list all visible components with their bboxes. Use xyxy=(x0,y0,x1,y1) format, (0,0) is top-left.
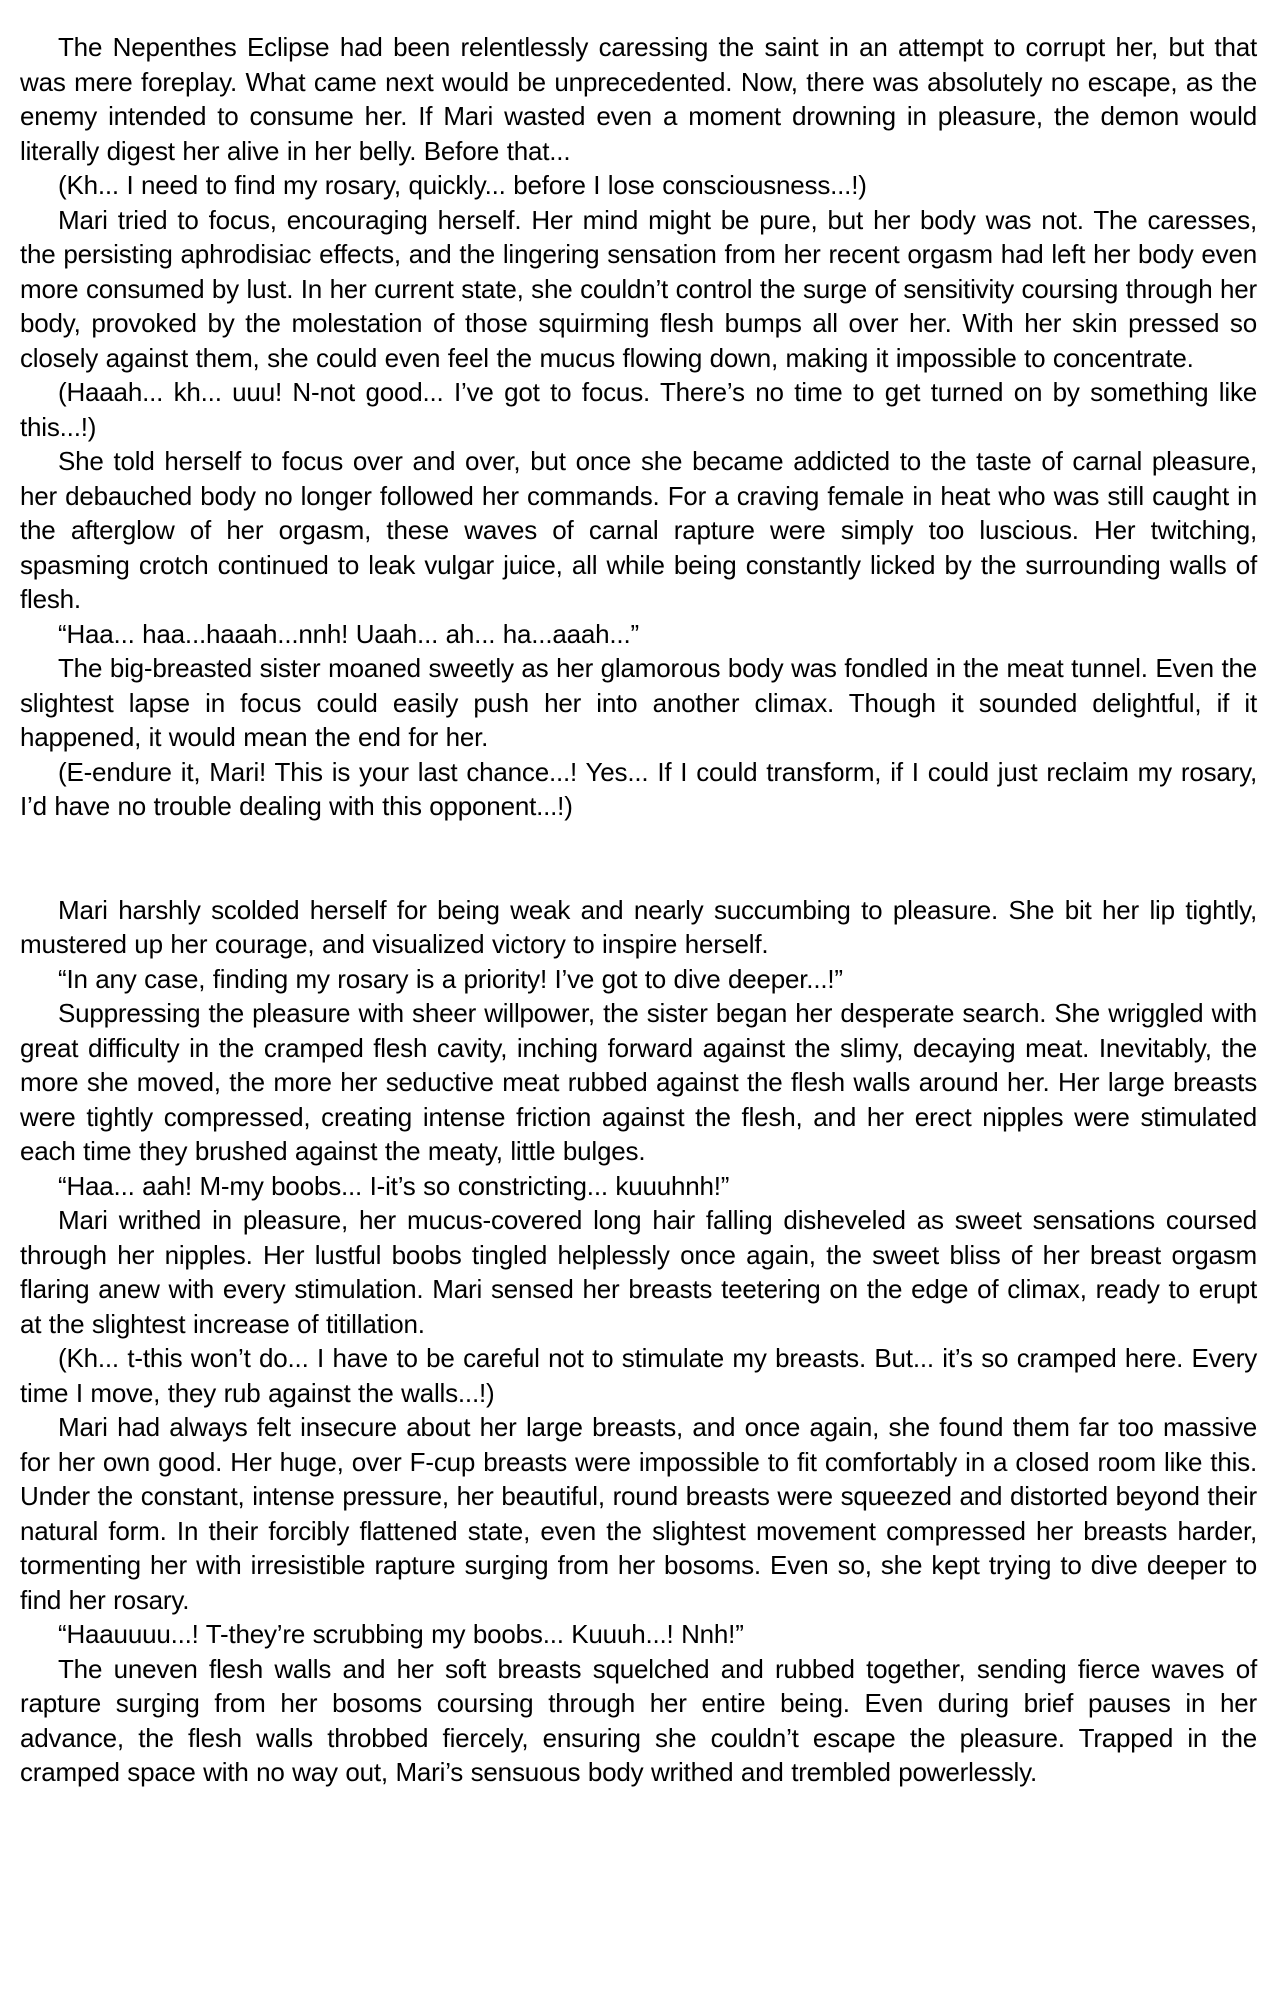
paragraph: Suppressing the pleasure with sheer willpower, the sister began her desperate search. She wriggled with great difficulty in the cramped flesh cavity, inching forward against the slimy, decaying meat. Inevitably, the more she moved, the more her seductive meat rubbed against the flesh walls around her. Her large breasts were tightly compressed, creating intense friction against the flesh, and her erect nipples were stimulated each time they brushed against the meaty, little bulges. xyxy=(20,998,1257,1166)
paragraph: “Haa... haa...haaah...nnh! Uaah... ah... ha...aaah...” xyxy=(58,618,639,649)
scene-break xyxy=(20,824,1257,893)
paragraph: Mari writhed in pleasure, her mucus-covered long hair falling disheveled as sweet sensations coursed through her nipples. Her lustful boobs tingled helplessly once again, the sweet bliss of her breast orgasm flaring anew with every stimulation. Mari sensed her breasts teetering on the edge of climax, ready to erupt at the slightest increase of titillation. xyxy=(20,1205,1257,1339)
paragraph: The uneven flesh walls and her soft breasts squelched and rubbed together, sending fierce waves of rapture surging from her bosoms coursing through her entire being. Even during brief pauses in her advance, the flesh walls throbbed fiercely, ensuring she couldn’t escape the pleasure. Trapped in the cramped space with no way out, Mari’s sensuous body writhed and trembled powerlessly. xyxy=(20,1653,1257,1787)
paragraph: The Nepenthes Eclipse had been relentlessly caressing the saint in an attempt to corrupt her, but that was mere foreplay. What came next would be unprecedented. Now, there was absolutely no escape, as the enemy intended to consume her. If Mari wasted even a moment drowning in pleasure, the demon would literally digest her alive in her belly. Before that... xyxy=(20,32,1257,166)
paragraph: (Kh... I need to find my rosary, quickly... before I lose consciousness...!) xyxy=(58,170,867,200)
paragraph: She told herself to focus over and over, but once she became addicted to the taste of carnal pleasure, her debauched body no longer followed her commands. For a craving female in heat who was still caught in the afterglow of her orgasm, these waves of carnal rapture were simply too luscious. Her twitching, spasming crotch continued to leak vulgar juice, all while being constantly licked by the surrounding walls of flesh. xyxy=(20,446,1257,614)
paragraph: Mari harshly scolded herself for being weak and nearly succumbing to pleasure. She bit her lip tightly, mustered up her courage, and visualized victory to inspire herself. xyxy=(20,894,1257,959)
paragraph: (E-endure it, Mari! This is your last chance...! Yes... If I could transform, if I could just reclaim my rosary, I’d have no trouble dealing with this opponent...!) xyxy=(20,756,1257,821)
paragraph: (Haaah... kh... uuu! N-not good... I’ve got to focus. There’s no time to get turned on by something like this...!) xyxy=(20,377,1257,442)
paragraph: Mari had always felt insecure about her large breasts, and once again, she found them far too massive for her own good. Her huge, over F-cup breasts were impossible to fit comfortably in a closed room like this. Under the constant, intense pressure, her beautiful, round breasts were squeezed and distorted beyond their natural form. In their forcibly flattened state, even the slightest movement compressed her breasts harder, tormenting her with irresistible rapture surging from her bosoms. Even so, she kept trying to dive deeper to find her rosary. xyxy=(20,1412,1257,1615)
paragraph: “Haauuuu...! T-they’re scrubbing my boobs... Kuuuh...! Nnh!” xyxy=(58,1619,744,1649)
paragraph: “In any case, finding my rosary is a priority! I’ve got to dive deeper...!” xyxy=(58,963,843,994)
paragraph: The big-breasted sister moaned sweetly as her glamorous body was fondled in the meat tunnel. Even the slightest lapse in focus could easily push her into another climax. Though it sounded delightful, if it happened, it would mean the end for her. xyxy=(20,653,1257,752)
paragraph: “Haa... aah! M-my boobs... I-it’s so constricting... kuuuhnh!” xyxy=(58,1170,730,1201)
paragraph: (Kh... t-this won’t do... I have to be careful not to stimulate my breasts. But... it’s so cramped here. Every time I move, they rub against the walls...!) xyxy=(20,1343,1257,1408)
paragraph: Mari tried to focus, encouraging herself. Her mind might be pure, but her body was not. The caresses, the persisting aphrodisiac effects, and the lingering sensation from her recent orgasm had left her body even more consumed by lust. In her current state, she couldn’t control the surge of sensitivity coursing through her body, provoked by the molestation of those squirming flesh bumps all over her. With her skin pressed so closely against them, she could even feel the mucus flowing down, making it impossible to concentrate. xyxy=(20,204,1257,373)
